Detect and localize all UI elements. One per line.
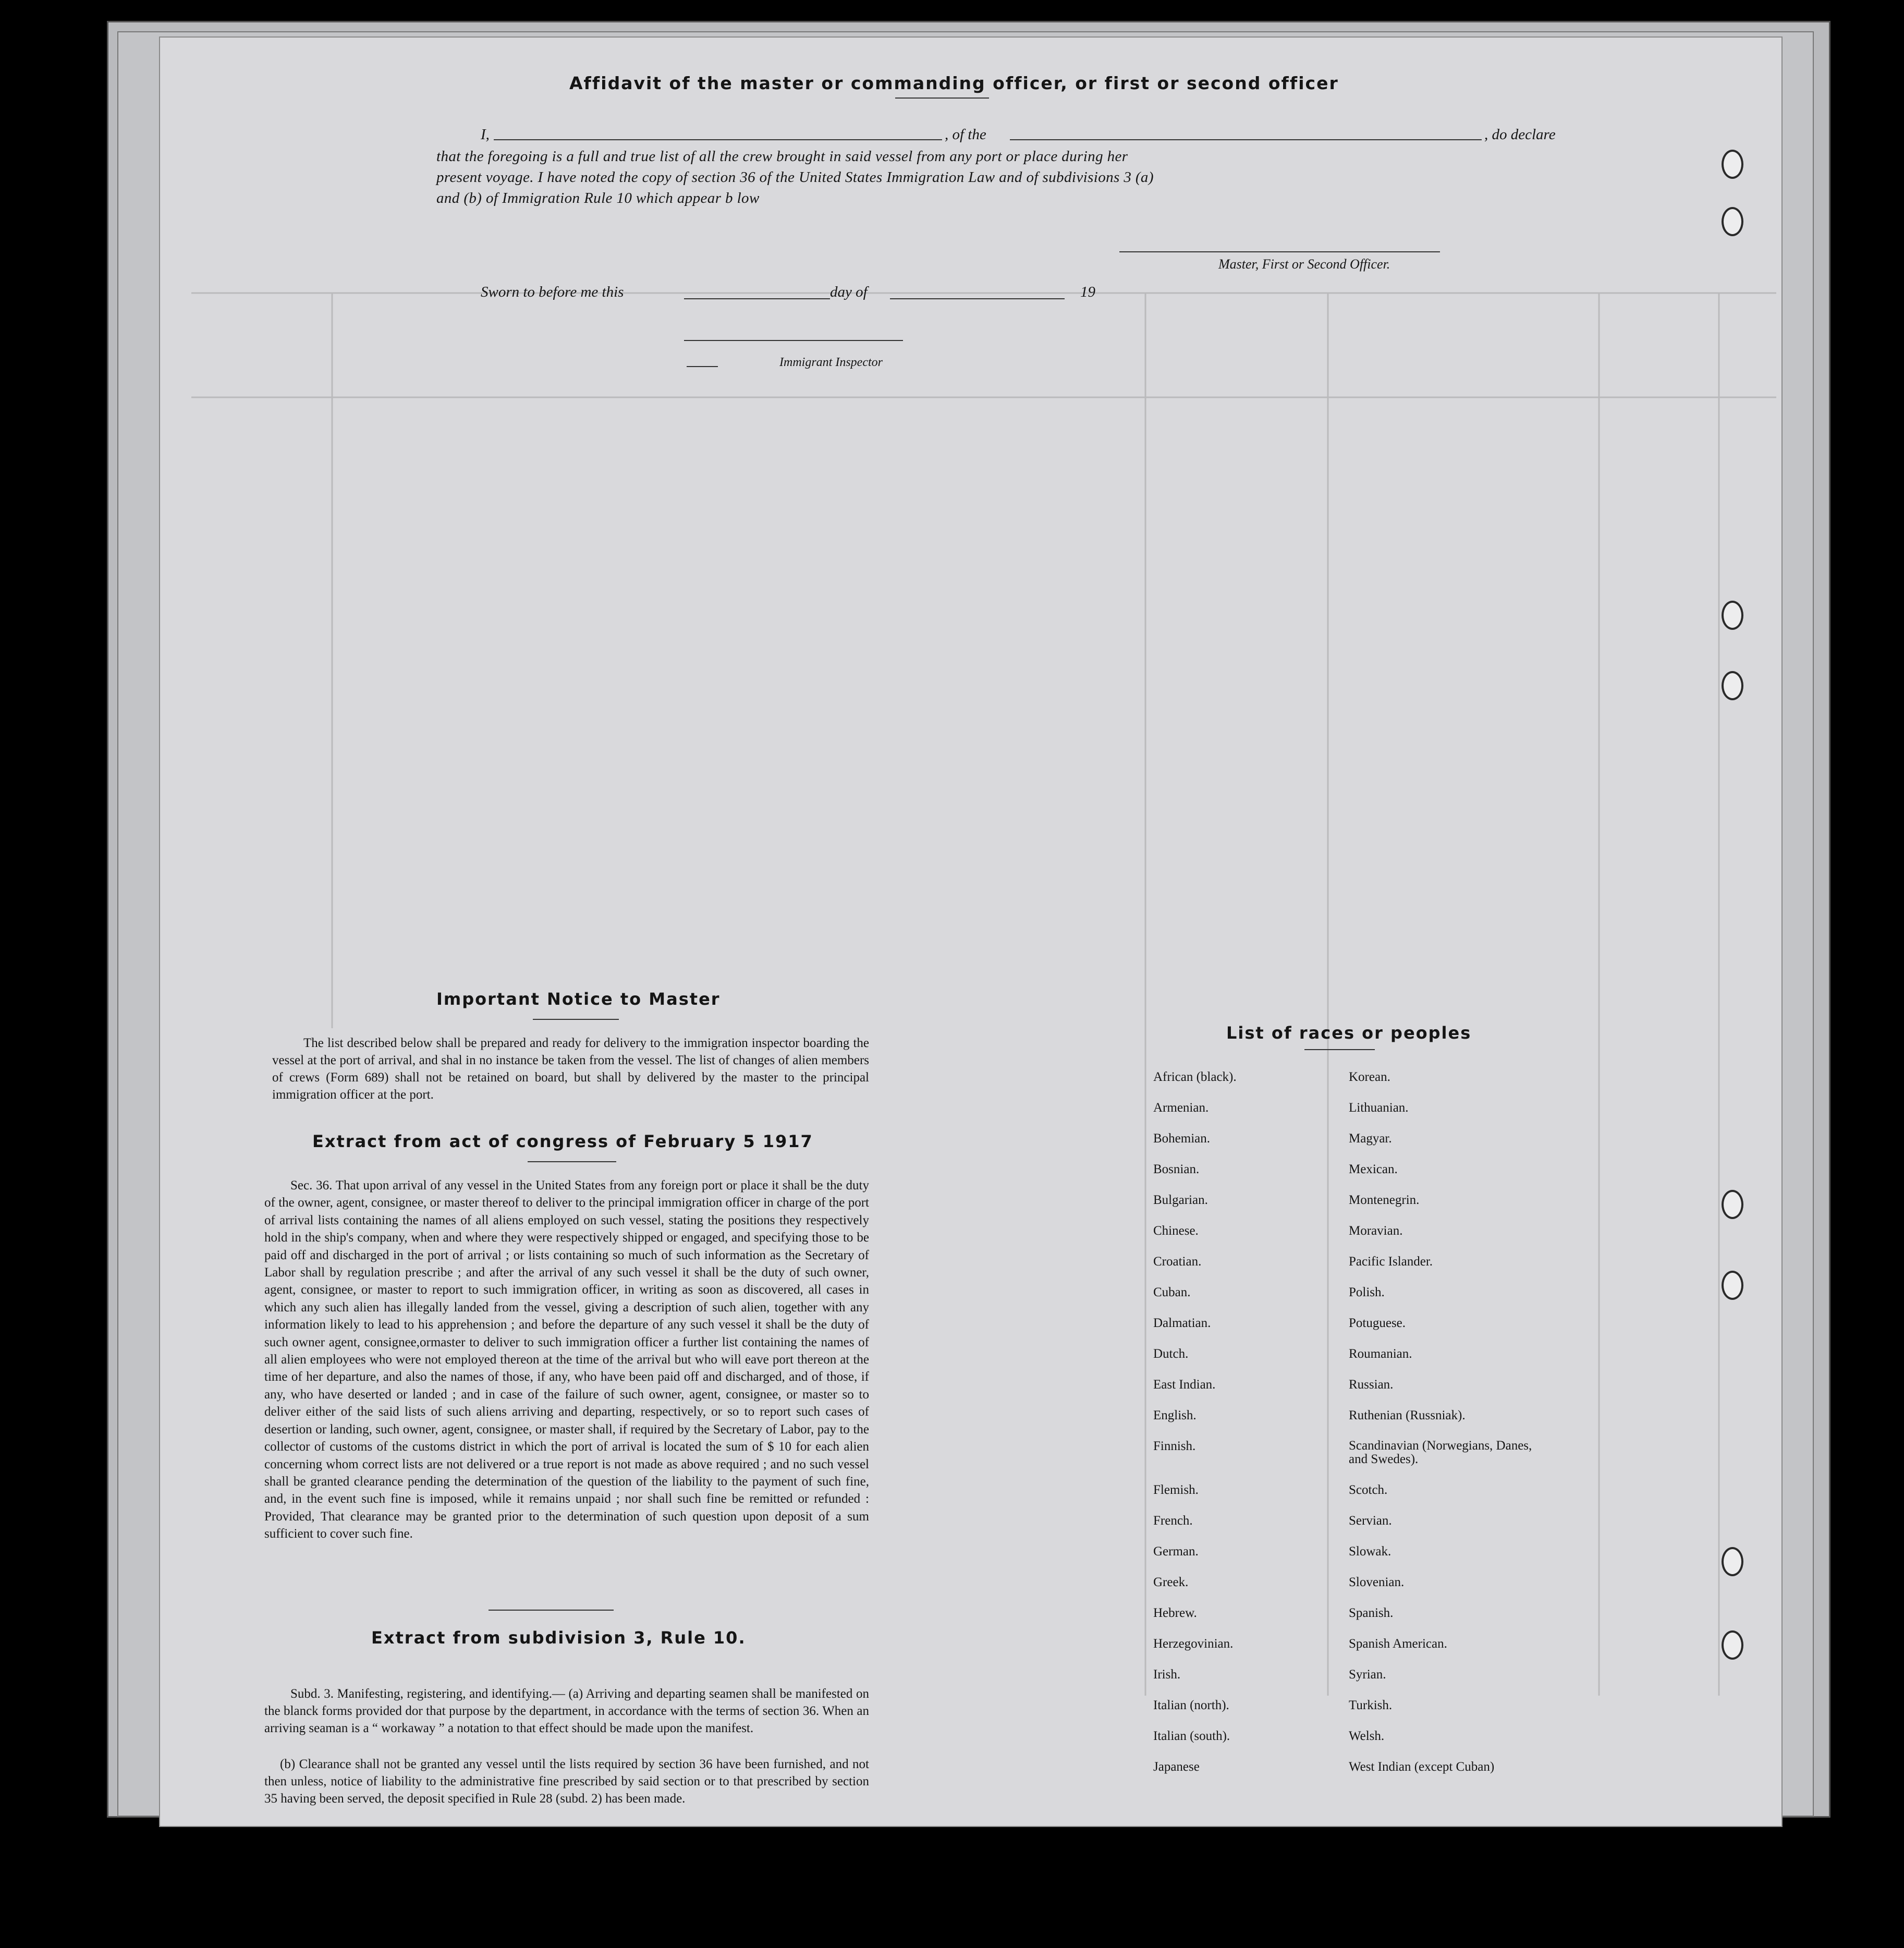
race-right-item: Potuguese. bbox=[1349, 1316, 1406, 1330]
binder-hole bbox=[1722, 1271, 1743, 1300]
extract-act-text: Sec. 36. That upon arrival of any vessel in the United States from any foreign port or place it shall be the duty of the owner, agent, consignee, or master thereof to deliver to the principal immigration officer in charge of the port of arrival lists containing the names of all aliens employed on such vessel, stating the positions they respectively hold in the ship's company, when and where they were respectively shipped or engaged, and specifying those to be paid off and discharged in the port of arrival ; or lists containing so much of such information as the Secretary of Labor shall by regulation prescribe ; and after the arrival of any such vessel it shall be the duty of such owner, agent, consignee, or master to report to such immigration officer, in writing as soon as discovered, all cases in which any such alien has illegally landed from the vessel, giving a description of such alien, together with any information likely to lead to his apprehension ; and before the departure of any such vessel it shall be the duty of such owner agent, consignee,ormaster to deliver to such immigration officer a further list containing the names of all alien employees who were not employed thereon at the time of the arrival but who will eave port thereon at the time of her departure, and also the names of those, if any, who have been paid off and discharged, and of those, if any, who have deserted or landed ; and in case of the failure of such owner, agent, consignee, or master so to deliver either of the said lists of such aliens arriving and departing, respectively, or so to report such cases of desertion or landing, such owner, agent, consignee, or master shall, if required by the Secretary of Labor, pay to the collector of customs of the customs district in which the port of arrival is located the sum of $ 10 for each alien concerning whom correct lists are not delivered or a true report is not made as above required ; and no such vessel shall be granted clearance pending the determination of the question of the liability to the payment of such fine, and, in the event such fine is imposed, while it remains unpaid ; nor shall such fine be remitted or refunded : Provided, That clearance may be granted prior to the determination of such question upon deposit of a sum sufficient to cover such fine. bbox=[264, 1178, 869, 1541]
race-right-item: Turkish. bbox=[1349, 1698, 1393, 1712]
race-right-item: Montenegrin. bbox=[1349, 1193, 1420, 1207]
race-right-item: Ruthenian (Russniak). bbox=[1349, 1408, 1466, 1422]
notice-title: Important Notice to Master bbox=[436, 989, 721, 1009]
year-label: 19 bbox=[1080, 284, 1095, 300]
signature-line[interactable] bbox=[1119, 251, 1440, 252]
race-right-item: Roumanian. bbox=[1349, 1347, 1412, 1361]
extract-act-end-line bbox=[489, 1610, 614, 1611]
affidavit-text-2: present voyage. I have noted the copy of section 36 of the United States Immigration Law and of subdivisions 3 (a) bbox=[436, 169, 1154, 186]
race-left-item: German. bbox=[1153, 1544, 1199, 1559]
sworn-label: Sworn to before me this bbox=[481, 284, 624, 300]
race-left-item: Irish. bbox=[1153, 1667, 1181, 1682]
affidavit-title: Affidavit of the master or commanding officer, or first or second officer bbox=[569, 73, 1339, 93]
race-left-item: Bulgarian. bbox=[1153, 1193, 1208, 1207]
race-left-item: Chinese. bbox=[1153, 1224, 1199, 1238]
notice-text: The list described below shall be prepared and ready for delivery to the immigration inspector boarding the vessel at the port of arrival, and shal in no instance be taken from the vessel. The list of changes of alien members of crews (Form 689) shall not be retained on board, but shall by delivered by the master to the principal immigration officer at the port. bbox=[272, 1036, 869, 1102]
binder-hole bbox=[1722, 1630, 1743, 1660]
sworn-month-blank[interactable] bbox=[890, 298, 1065, 299]
race-left-item: Greek. bbox=[1153, 1575, 1189, 1589]
binder-hole bbox=[1722, 1547, 1743, 1576]
binder-hole bbox=[1722, 207, 1743, 236]
race-right-item: Syrian. bbox=[1349, 1667, 1386, 1682]
extract-rule-title: Extract from subdivision 3, Rule 10. bbox=[371, 1628, 746, 1648]
binder-hole bbox=[1722, 671, 1743, 700]
race-left-item: Croatian. bbox=[1153, 1255, 1202, 1269]
race-right-item: Spanish American. bbox=[1349, 1637, 1447, 1651]
race-right-item: Scandinavian (Norwegians, Danes, and Swedes). bbox=[1349, 1439, 1532, 1466]
affidavit-i-label: I, bbox=[481, 126, 490, 143]
race-right-item: Pacific Islander. bbox=[1349, 1255, 1433, 1269]
extract-rule-text-a: Subd. 3. Manifesting, registering, and identifying.— (a) Arriving and departing seamen shall be manifested on the blanck forms provided dor that purpose by the department, in accordance with the terms of section 36. When an arriving seaman is a “ workaway ” a notation to that effect should be made upon the manifest. bbox=[264, 1687, 869, 1735]
affidavit-of-the: , of the bbox=[945, 126, 986, 143]
race-left-item: Herzegovinian. bbox=[1153, 1637, 1234, 1651]
binder-hole bbox=[1722, 601, 1743, 630]
bleed-through-grid bbox=[160, 38, 1781, 1826]
race-left-item: Cuban. bbox=[1153, 1285, 1191, 1299]
race-left-item: African (black). bbox=[1153, 1070, 1237, 1084]
extract-rule-text-b: (b) Clearance shall not be granted any vessel until the lists required by section 36 have been furnished, and not then unless, notice of liability to the administrative fine prescribed by said section or to that prescribed by section 35 having been served, the deposit specified in Rule 28 (subd. 2) has been made. bbox=[264, 1757, 869, 1806]
vessel-blank[interactable] bbox=[1010, 139, 1482, 140]
race-right-item: Servian. bbox=[1349, 1514, 1392, 1528]
title-underline bbox=[895, 98, 989, 99]
race-left-item: Italian (south). bbox=[1153, 1729, 1230, 1743]
race-left-item: French. bbox=[1153, 1514, 1193, 1528]
race-left-item: Dalmatian. bbox=[1153, 1316, 1211, 1330]
affidavit-do-declare: , do declare bbox=[1484, 126, 1556, 143]
binder-hole bbox=[1722, 1190, 1743, 1219]
races-title: List of races or peoples bbox=[1226, 1023, 1472, 1043]
race-left-item: Dutch. bbox=[1153, 1347, 1189, 1361]
affidavit-text-3: and (b) of Immigration Rule 10 which appear b low bbox=[436, 190, 760, 206]
inspector-label: Immigrant Inspector bbox=[779, 356, 883, 369]
race-left-item: Armenian. bbox=[1153, 1101, 1209, 1115]
races-underline bbox=[1304, 1049, 1375, 1050]
race-left-item: Bosnian. bbox=[1153, 1162, 1200, 1176]
race-right-item: Russian. bbox=[1349, 1378, 1394, 1392]
race-left-item: English. bbox=[1153, 1408, 1197, 1422]
race-left-item: Italian (north). bbox=[1153, 1698, 1229, 1712]
race-right-item: Moravian. bbox=[1349, 1224, 1403, 1238]
name-blank[interactable] bbox=[494, 139, 942, 140]
signature-label: Master, First or Second Officer. bbox=[1218, 257, 1390, 272]
race-right-item: Magyar. bbox=[1349, 1131, 1392, 1146]
extract-act-underline bbox=[528, 1161, 616, 1162]
sworn-day-blank[interactable] bbox=[684, 298, 830, 299]
inspector-line[interactable] bbox=[684, 340, 903, 341]
extract-act-title: Extract from act of congress of February 5 1917 bbox=[312, 1131, 813, 1151]
race-left-item: Bohemian. bbox=[1153, 1131, 1211, 1146]
race-right-item: Lithuanian. bbox=[1349, 1101, 1409, 1115]
binder-hole bbox=[1722, 150, 1743, 179]
race-right-item: Polish. bbox=[1349, 1285, 1385, 1299]
race-left-item: Flemish. bbox=[1153, 1483, 1199, 1497]
race-right-item: Scotch. bbox=[1349, 1483, 1388, 1497]
manifest-page bbox=[159, 36, 1783, 1827]
notice-underline bbox=[533, 1019, 619, 1020]
inspector-line-2 bbox=[687, 366, 718, 367]
race-left-item: Hebrew. bbox=[1153, 1606, 1197, 1620]
race-left-item: Finnish. bbox=[1153, 1439, 1196, 1453]
race-right-item: West Indian (except Cuban) bbox=[1349, 1760, 1495, 1774]
race-right-item: Welsh. bbox=[1349, 1729, 1385, 1743]
race-right-item: Slovenian. bbox=[1349, 1575, 1405, 1589]
race-left-item: Japanese bbox=[1153, 1760, 1200, 1774]
race-right-item: Slowak. bbox=[1349, 1544, 1392, 1559]
race-right-item: Spanish. bbox=[1349, 1606, 1394, 1620]
race-right-item: Korean. bbox=[1349, 1070, 1390, 1084]
race-right-item: Mexican. bbox=[1349, 1162, 1398, 1176]
affidavit-text-1: that the foregoing is a full and true list of all the crew brought in said vessel from any port or place during her bbox=[436, 148, 1128, 165]
race-left-item: East Indian. bbox=[1153, 1378, 1216, 1392]
day-of-label: day of bbox=[830, 284, 868, 300]
